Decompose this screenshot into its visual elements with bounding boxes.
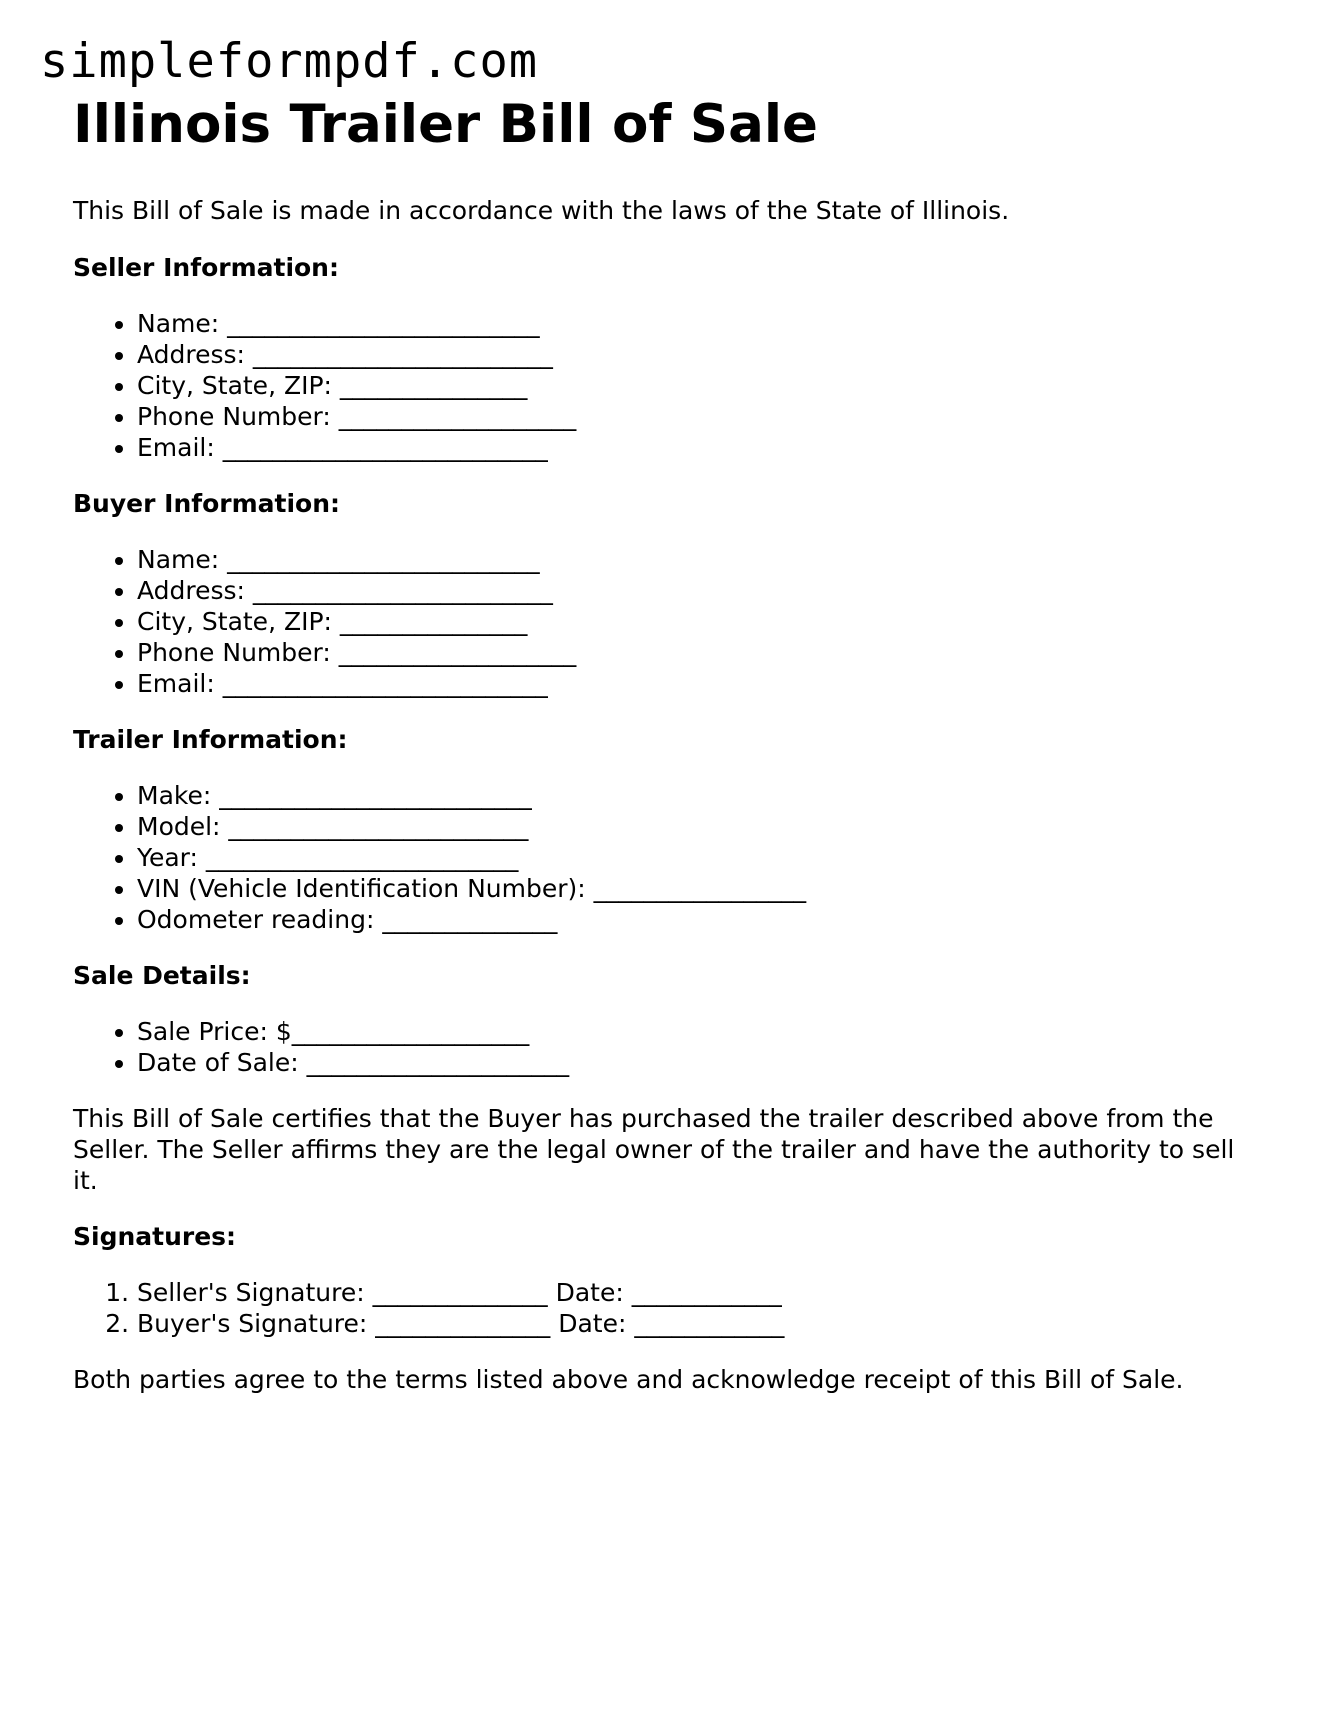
seller-fields-list <box>73 308 1253 463</box>
trailer-fields-list <box>73 780 1253 935</box>
signatures-list <box>73 1277 1253 1339</box>
trailer-heading: Trailer Information: <box>73 725 348 754</box>
seller-signature-line: 1. Seller's Signature: ______________ Date: ____________ <box>137 1277 1253 1308</box>
sale-price-field: • Sale Price: $___________________ <box>137 1016 1253 1047</box>
intro-paragraph: This Bill of Sale is made in accordance with the laws of the State of Illinois. <box>73 196 1010 225</box>
seller-name-field: • Name: _________________________ <box>137 308 1253 339</box>
page-title: Illinois Trailer Bill of Sale <box>73 94 818 155</box>
buyer-city-state-zip-field: • City, State, ZIP: _______________ <box>137 606 1253 637</box>
buyer-email-field: • Email: __________________________ <box>137 668 1253 699</box>
buyer-name-field: • Name: _________________________ <box>137 544 1253 575</box>
closing-paragraph: Both parties agree to the terms listed above and acknowledge receipt of this Bill of Sale. <box>73 1365 1184 1394</box>
seller-heading: Seller Information: <box>73 253 339 282</box>
trailer-year-field: • Year: _________________________ <box>137 842 1253 873</box>
sale-fields-list <box>73 1016 1253 1078</box>
seller-address-field: • Address: ________________________ <box>137 339 1253 370</box>
watermark: simpleformpdf.com <box>40 34 539 89</box>
buyer-signature-line: 2. Buyer's Signature: ______________ Date: ____________ <box>137 1308 1253 1339</box>
trailer-model-field: • Model: ________________________ <box>137 811 1253 842</box>
document <box>73 90 1253 1395</box>
buyer-heading: Buyer Information: <box>73 489 341 518</box>
seller-email-field: • Email: __________________________ <box>137 432 1253 463</box>
signatures-heading: Signatures: <box>73 1222 237 1251</box>
seller-city-state-zip-field: • City, State, ZIP: _______________ <box>137 370 1253 401</box>
trailer-vin-field: • VIN (Vehicle Identification Number): _________________ <box>137 873 1253 904</box>
trailer-odometer-field: • Odometer reading: ______________ <box>137 904 1253 935</box>
buyer-address-field: • Address: ________________________ <box>137 575 1253 606</box>
certification-paragraph: This Bill of Sale certifies that the Buyer has purchased the trailer described above from the Seller. The Seller affirms they are the legal owner of the trailer and have the authority to sell it. <box>73 1104 1235 1195</box>
sale-heading: Sale Details: <box>73 961 251 990</box>
seller-phone-field: • Phone Number: ___________________ <box>137 401 1253 432</box>
buyer-phone-field: • Phone Number: ___________________ <box>137 637 1253 668</box>
buyer-fields-list <box>73 544 1253 699</box>
trailer-make-field: • Make: _________________________ <box>137 780 1253 811</box>
sale-date-field: • Date of Sale: _____________________ <box>137 1047 1253 1078</box>
